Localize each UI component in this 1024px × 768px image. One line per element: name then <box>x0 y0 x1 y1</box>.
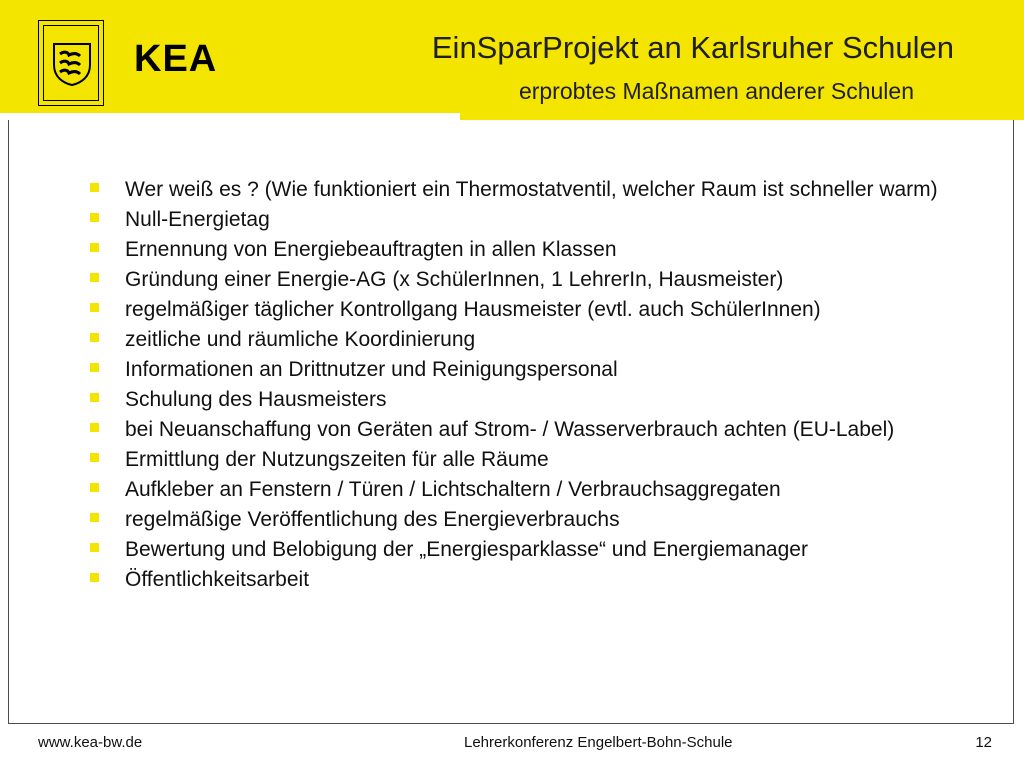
bullet-icon <box>90 213 99 222</box>
logo-wordmark: KEA <box>134 38 218 80</box>
slide-footer <box>0 734 1024 758</box>
list-item-text: bei Neuanschaffung von Geräten auf Strom- / Wasserverbrauch achten (EU-Label) <box>125 418 895 441</box>
list-item <box>90 298 990 322</box>
list-item <box>90 448 990 472</box>
list-item <box>90 178 990 202</box>
list-item-text: Schulung des Hausmeisters <box>125 388 387 411</box>
list-item-text: Ernennung von Energiebeauftragten in allen Klassen <box>125 238 617 261</box>
bullet-icon <box>90 453 99 462</box>
list-item <box>90 538 990 562</box>
bullet-icon <box>90 333 99 342</box>
list-item-text: Aufkleber an Fenstern / Türen / Lichtschaltern / Verbrauchsaggregaten <box>125 478 781 501</box>
bullet-icon <box>90 423 99 432</box>
slide-title: EinSparProjekt an Karlsruher Schulen <box>431 30 954 65</box>
bullet-icon <box>90 273 99 282</box>
slide-header <box>0 0 1024 120</box>
list-item-text: regelmäßige Veröffentlichung des Energieverbrauchs <box>125 508 620 531</box>
footer-website: www.kea-bw.de <box>38 734 143 751</box>
list-item <box>90 568 990 592</box>
list-item-text: Ermittlung der Nutzungszeiten für alle Räume <box>125 448 549 471</box>
header-divider <box>0 113 460 120</box>
list-item-text: Bewertung und Belobigung der „Energiesparklasse“ und Energiemanager <box>125 538 808 561</box>
footer-event: Lehrerkonferenz Engelbert-Bohn-Schule <box>464 734 733 751</box>
bullet-icon <box>90 183 99 192</box>
list-item <box>90 418 990 442</box>
list-item-text: Öffentlichkeitsarbeit <box>125 568 310 591</box>
list-item <box>90 268 990 292</box>
list-item-text: Wer weiß es ? (Wie funktioniert ein Thermostatventil, welcher Raum ist schneller warm) <box>125 178 938 201</box>
list-item <box>90 328 990 352</box>
list-item <box>90 508 990 532</box>
list-item-text: Gründung einer Energie-AG (x SchülerInnen, 1 LehrerIn, Hausmeister) <box>125 268 784 291</box>
bullet-icon <box>90 543 99 552</box>
footer-page-number: 12 <box>975 734 992 751</box>
list-item <box>90 208 990 232</box>
list-item <box>90 478 990 502</box>
bullet-icon <box>90 243 99 252</box>
bullet-icon <box>90 513 99 522</box>
slide-subtitle: erprobtes Maßnamen anderer Schulen <box>518 78 914 104</box>
list-item <box>90 238 990 262</box>
bullet-icon <box>90 363 99 372</box>
list-item-text: Informationen an Drittnutzer und Reinigungspersonal <box>125 358 618 381</box>
bullet-icon <box>90 393 99 402</box>
list-item-text: Null-Energietag <box>125 208 270 231</box>
bullet-icon <box>90 573 99 582</box>
bullet-list <box>90 178 990 598</box>
list-item <box>90 358 990 382</box>
list-item-text: zeitliche und räumliche Koordinierung <box>125 328 476 351</box>
list-item <box>90 388 990 412</box>
bullet-icon <box>90 483 99 492</box>
bullet-icon <box>90 303 99 312</box>
list-item-text: regelmäßiger täglicher Kontrollgang Hausmeister (evtl. auch SchülerInnen) <box>125 298 821 321</box>
